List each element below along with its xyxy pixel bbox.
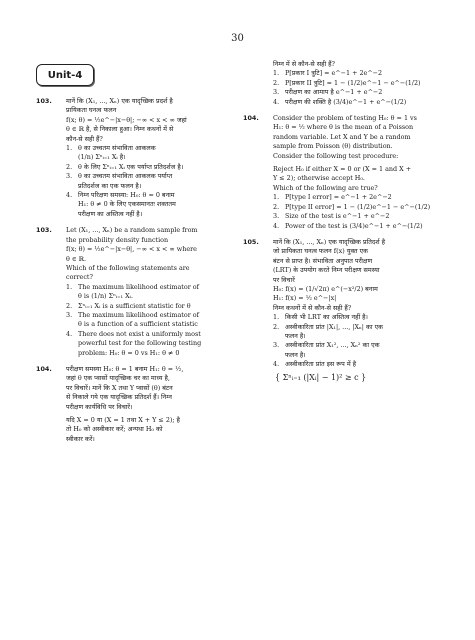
question-text-line: परीक्षण समस्या H₀: θ = 1 बनाम H₁: θ = ½,: [66, 364, 184, 373]
question-number: 104.: [36, 364, 52, 373]
question-text-line: पर विचारें। मानें कि X तथा Y प्वासों (θ) बंटन: [66, 383, 173, 392]
option-text-line: P[type I error] = e^−1 + 2e^−2: [285, 193, 392, 202]
question-block: [243, 238, 441, 382]
question-text-line: Y ≤ 2); otherwise accept H₀.: [273, 174, 365, 183]
question-number: 103.: [36, 97, 52, 105]
question-text-line: प्रायिकता घनत्व फलन: [66, 106, 117, 115]
option-number: 1.: [273, 193, 280, 202]
left-column: [36, 97, 230, 451]
question-text-line: मानें कि (X₁, ..., Xₙ) एक यादृच्छिक प्रदर्श है: [66, 97, 173, 105]
answer-option: [273, 360, 441, 369]
question-block: [36, 365, 230, 444]
option-number: 3.: [273, 341, 280, 350]
question-text-line: से निकाले गये एक यादृच्छिक प्रतिदर्श हैं। निम्न: [66, 393, 172, 402]
question-text-line: Consider the following test procedure:: [273, 151, 399, 160]
option-text-line: परीक्षण का आमाप है e^−1 + e^−2: [285, 88, 383, 97]
question-text-line: random variable. Let X and Y be a random: [273, 132, 411, 141]
answer-option: [273, 341, 441, 360]
option-number: 4.: [273, 360, 280, 369]
question-text-line: f(x; θ) = ½e^−|x−θ|, −∞ < x < ∞ where: [66, 245, 197, 254]
question-text-line: निम्न कथनों में से कौन-से सही हैं?: [273, 303, 352, 312]
question-text-line: बंटन से प्राप्त है। संभाविता अनुपात परीक्षण: [273, 256, 373, 265]
option-text-line: The maximum likelihood estimator of: [78, 282, 199, 291]
option-text-line: Σⁿᵢ₌₁ Xᵢ is a sufficient statistic for θ: [78, 301, 191, 310]
question-text-line: H₁: θ = ½ where θ is the mean of a Poisson: [273, 123, 414, 132]
question-text-line: Reject H₀ if either X = 0 or (X = 1 and X +: [273, 165, 412, 174]
question-text-line: कौन-से सही हैं?: [66, 134, 103, 143]
option-text-line: problem: H₀: θ = 0 vs H₁: θ ≠ 0: [78, 348, 180, 357]
option-number: 2.: [273, 322, 280, 331]
answer-option: [273, 203, 441, 212]
question-text-line: correct?: [66, 273, 93, 282]
answer-option: [273, 212, 441, 221]
question-block: [243, 60, 441, 107]
option-text-line: Power of the test is (3/4)e^−1 + e^−(1/2): [285, 221, 423, 230]
answer-option: [273, 313, 441, 322]
option-text-line: फलन है।: [285, 331, 306, 340]
answer-option: [66, 144, 230, 163]
option-number: 2.: [66, 162, 73, 171]
option-text-line: (1/n) Σⁿᵢ₌₁ Xᵢ है।: [78, 153, 126, 162]
question-text-line: मानें कि (X₁, ..., Xₙ) एक यादृच्छिक प्रतिदर्श है: [273, 237, 386, 246]
option-text-line: θ is (1/n) Σⁿᵢ₌₁ Xᵢ.: [78, 292, 133, 301]
option-text-line: परीक्षण की शक्ति है (3/4)e^−1 + e^−(1/2): [285, 97, 407, 106]
question-block: [36, 226, 230, 358]
question-number: 104.: [243, 114, 259, 123]
question-text-line: जो प्रायिकता घनत्व फलन f(x) युक्त एक: [273, 247, 368, 256]
question-number: 103.: [36, 226, 52, 235]
question-text-line: θ ∈ ℝ है, से निकाला हुआ। निम्न कथनों में से: [66, 125, 174, 134]
answer-option: [273, 193, 441, 202]
answer-option: [66, 172, 230, 191]
option-text-line: θ का उच्चतम संभाविता आकलक पर्याप्त: [78, 172, 173, 181]
question-text-line: Consider the problem of testing H₀: θ = 1 vs: [273, 114, 417, 123]
option-number: 3.: [273, 88, 280, 97]
option-text-line: P[प्रकार I त्रुटि] = e^−1 + 2e^−2: [285, 69, 383, 78]
question-text-line: यदि X = 0 या (X = 1 तथा X + Y ≤ 2); है: [66, 416, 180, 424]
rejection-region-formula: { Σⁿᵢ₌₁ (|Xᵢ| − 1)² ≥ c }: [275, 372, 367, 382]
answer-option: [273, 88, 441, 97]
option-number: 3.: [273, 212, 280, 221]
question-text-line: जहां θ एक प्वासों यादृच्छिक चर का माध्य है,: [66, 374, 170, 383]
question-text-line: f(x; θ) = ½e^−|x−θ|; −∞ < x < ∞ जहां: [66, 115, 187, 124]
question-text-line: (LRT) के उपयोग करते निम्न परीक्षण समस्या: [273, 266, 380, 275]
answer-option: [273, 69, 441, 78]
page-number: 30: [231, 33, 244, 44]
option-text-line: अस्वीकारिता प्रांत X₁², ..., Xₙ² का एक: [285, 341, 380, 350]
option-text-line: परीक्षण का अस्तित्व नहीं है।: [78, 209, 143, 218]
option-text-line: Size of the test is e^−1 + e^−2: [285, 212, 390, 221]
answer-option: [66, 330, 230, 358]
question-text-line: Let (X₁, ..., Xₙ) be a random sample from: [66, 226, 198, 235]
question-text-line: H₁: f(x) = ½ e^−|x|: [273, 294, 337, 303]
option-number: 3.: [66, 172, 73, 181]
option-text-line: किसी भी LRT का अस्तित्व नहीं है।: [285, 313, 368, 322]
question-text-line: निम्न में से कौन-से सही हैं?: [273, 60, 335, 68]
option-number: 3.: [66, 310, 73, 319]
option-text-line: अस्वीकारिता प्रांत इस रूप में है: [285, 360, 357, 369]
option-number: 2.: [273, 78, 280, 87]
right-column: [243, 60, 441, 389]
unit-label: Unit-4: [36, 64, 94, 86]
question-text-line: H₀: f(x) = (1/√2π) e^(−x²/2) बनाम: [273, 284, 378, 293]
option-number: 1.: [66, 282, 73, 291]
question-text-line: θ ∈ ℝ.: [66, 254, 86, 263]
option-number: 2.: [66, 301, 73, 310]
option-number: 4.: [273, 97, 280, 106]
question-text-line: sample from Poisson (θ) distribution.: [273, 142, 393, 151]
answer-option: [66, 191, 230, 219]
question-text-line: तो H₀ को अस्वीकार करें; अन्यथा H₀ को: [66, 425, 163, 434]
question-text-line: Which of the following statements are: [66, 263, 190, 272]
question-text-line: Which of the following are true?: [273, 183, 378, 192]
option-text-line: The maximum likelihood estimator of: [78, 310, 199, 319]
option-number: 4.: [66, 329, 73, 338]
option-text-line: θ का उच्चतम संभाविता आकलक: [78, 144, 156, 153]
option-text-line: powerful test for the following testing: [78, 339, 202, 348]
option-text-line: There does not exist a uniformly most: [78, 329, 201, 338]
option-text-line: θ के लिए Σⁿᵢ₌₁ Xᵢ एक पर्याप्त प्रतिदर्शज है।: [78, 162, 184, 171]
answer-option: [273, 79, 441, 88]
option-number: 2.: [273, 202, 280, 211]
question-text-line: पर विचारें: [273, 275, 295, 284]
option-text-line: P[प्रकार II त्रुटि] = 1 − (1/2)e^−1 − e^−(1/2): [285, 78, 421, 87]
answer-option: [273, 222, 441, 231]
option-number: 1.: [273, 313, 280, 322]
option-number: 1.: [66, 144, 73, 153]
option-text-line: प्रतिदर्शज का एक फलन है।: [78, 181, 142, 190]
answer-option: [66, 283, 230, 302]
option-number: 4.: [66, 191, 73, 200]
option-text-line: फलन है।: [285, 350, 306, 359]
question-text-line: स्वीकार करें।: [66, 434, 95, 443]
answer-option: [66, 302, 230, 311]
answer-option: [273, 323, 441, 342]
answer-option: [66, 163, 230, 172]
question-text-line: the probability density function: [66, 235, 169, 244]
option-text-line: निम्न परिक्षण समस्या: H₀: θ = 0 बनाम: [78, 191, 175, 200]
option-number: 4.: [273, 221, 280, 230]
question-block: [36, 97, 230, 219]
question-number: 105.: [243, 237, 259, 246]
option-text-line: θ is a function of a sufficient statistic: [78, 320, 198, 329]
question-block: [243, 114, 441, 231]
option-number: 1.: [273, 69, 280, 78]
option-text-line: P[type II error] = 1 − (1/2)e^−1 − e^−(1/2): [285, 202, 431, 211]
option-text-line: H₁: θ ≠ 0 के लिए एकसमानतः शक्ततम: [78, 200, 176, 209]
answer-option: [273, 98, 441, 107]
option-text-line: अस्वीकारिता प्रांत |X₁|, ..., |Xₙ| का एक: [285, 322, 384, 331]
question-text-line: परीक्षण कार्यविधि पर विचारें।: [66, 402, 133, 411]
answer-option: [66, 311, 230, 330]
